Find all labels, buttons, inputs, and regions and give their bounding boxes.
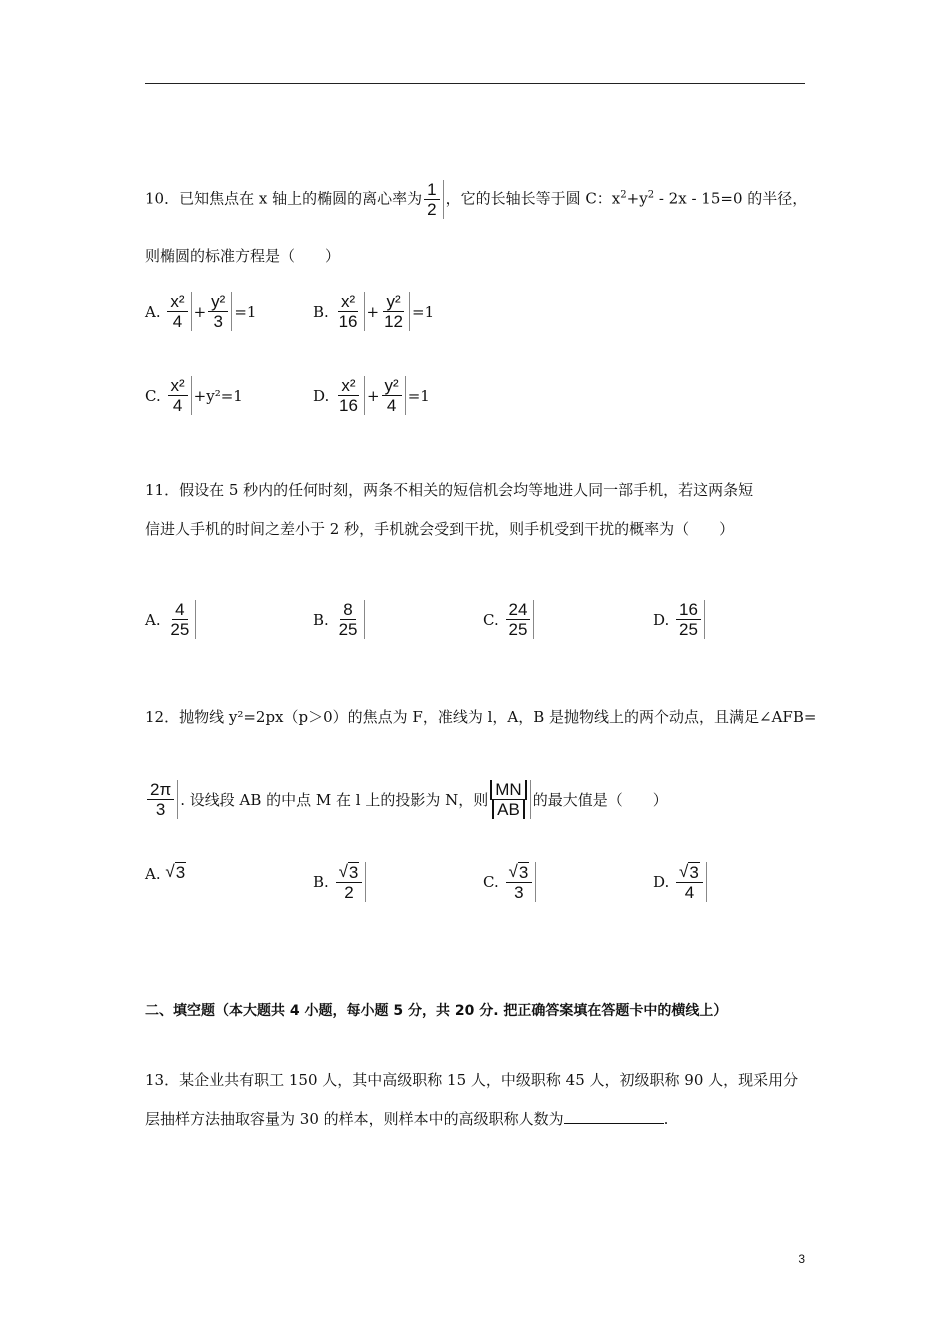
q11-option-c: C. $\frac{24}{25}$ bbox=[483, 600, 536, 639]
q11-option-d: D. $\frac{16}{25}$ bbox=[653, 600, 707, 639]
q10-option-c: C. $\frac{\text{x²}}{4}$ +y²=1 bbox=[145, 376, 243, 415]
angle-fraction: $\frac{2\pi}{3}$ bbox=[147, 780, 178, 819]
q10-option-b: B. $\frac{\text{x²}}{16}$ + $\frac{\text{y²}}{12}$ =1 bbox=[313, 292, 435, 331]
ratio-fraction: $\frac{MN}{AB}$ bbox=[490, 780, 530, 819]
q12-option-c: C. √ 3 3 bbox=[483, 862, 538, 902]
page-number: 3 bbox=[798, 1252, 805, 1266]
q13-line1: 13．某企业共有职工 150 人，其中高级职称 15 人，中级职称 45 人，初级职称 90 人，现采用分 bbox=[145, 1071, 799, 1089]
q12-option-a: A. √ 3 bbox=[145, 862, 186, 883]
eccentricity-fraction: $\frac{1}{2}$ bbox=[424, 180, 443, 219]
q12-line2: $\frac{2\pi}{3}$ . 设线段 AB 的中点 M 在 l 上的投影为 N，则 $\frac{MN}{AB}$ 的最大值是（ ） bbox=[145, 780, 668, 819]
q10-line1: 10．已知焦点在 x 轴上的椭圆的离心率为 $\frac{1}{2}$ ，它的长轴长等于圆 C：$x^2+y^2 - 2x - 15=0$ 的半径， bbox=[145, 180, 808, 219]
q11-option-b: B. $\frac{8}{25}$ bbox=[313, 600, 367, 639]
section-heading: 二、填空题（本大题共 4 小题，每小题 5 分，共 20 分. 把正确答案填在答题卡中的横线上） bbox=[145, 1003, 728, 1019]
answer-blank bbox=[564, 1109, 664, 1124]
header-rule bbox=[145, 83, 805, 84]
q11-line1: 11．假设在 5 秒内的任何时刻，两条不相关的短信机会均等地进人同一部手机，若这两条短 bbox=[145, 481, 754, 499]
q10-line2: 则椭圆的标准方程是（ ） bbox=[145, 247, 341, 265]
q11-line2: 信进人手机的时间之差小于 2 秒，手机就会受到干扰，则手机受到干扰的概率为（ ） bbox=[145, 520, 735, 538]
q10-option-d: D. $\frac{\text{x²}}{16}$ + $\frac{\text{y²}}{4}$ =1 bbox=[313, 376, 430, 415]
q12-line1: 12．抛物线 y²=2px（p＞0）的焦点为 F，准线为 l，A，B 是抛物线上的两个动点，且满足∠AFB= bbox=[145, 708, 817, 726]
q10-option-a: A. $\frac{\text{x²}}{4}$ + $\frac{\text{y²}}{3}$ =1 bbox=[145, 292, 257, 331]
q12-option-b: B. √ 3 2 bbox=[313, 862, 368, 902]
q12-option-d: D. √ 3 4 bbox=[653, 862, 709, 902]
q11-option-a: A. $\frac{4}{25}$ bbox=[145, 600, 198, 639]
q13-line2: 层抽样方法抽取容量为 30 的样本，则样本中的高级职称人数为 . bbox=[145, 1110, 669, 1128]
